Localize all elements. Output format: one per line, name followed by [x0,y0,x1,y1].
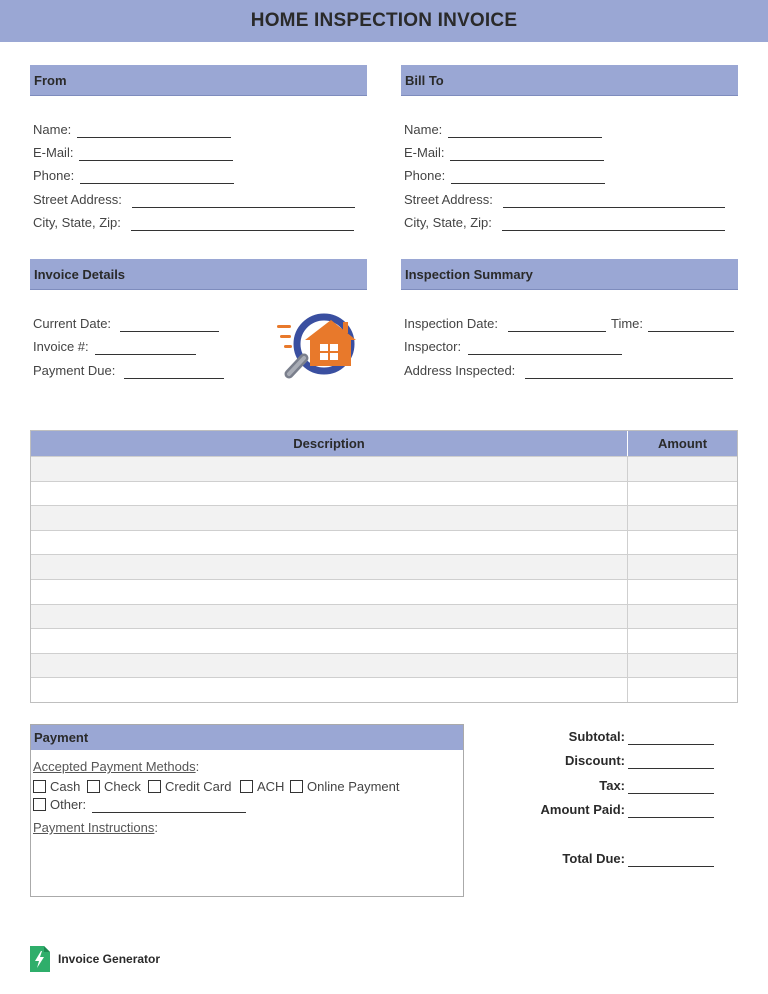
line-items-table [30,430,738,703]
credit-card-label: Credit Card [165,779,232,794]
footer-brand: Invoice Generator [58,952,161,966]
invoice-number-field[interactable] [95,354,196,355]
amount-cell[interactable] [628,678,737,702]
payment-due-field[interactable] [124,378,224,379]
cash-label: Cash [50,779,81,794]
from-street-label: Street Address: [33,192,122,207]
amount-cell[interactable] [628,457,737,481]
description-cell[interactable] [31,531,628,555]
inspector-label: Inspector: [404,339,462,354]
table-row [31,554,737,579]
from-name-label: Name: [33,122,72,137]
table-row [31,530,737,555]
bill-email-label: E-Mail: [404,145,445,160]
cash-checkbox[interactable] [33,780,46,793]
accepted-methods-colon: : [195,759,200,774]
table-row [31,481,737,506]
inspector-field[interactable] [468,354,622,355]
table-row [31,628,737,653]
bill-city-label: City, State, Zip: [404,215,492,230]
discount-field[interactable] [628,768,714,769]
amount-cell[interactable] [628,605,737,629]
payment-due-label: Payment Due: [33,363,116,378]
subtotal-label: Subtotal: [568,729,625,744]
inspection-summary-header: Inspection Summary [401,259,738,290]
payment-instructions-text: Payment Instructions [33,820,155,835]
check-option[interactable] [87,779,141,794]
table-row [31,456,737,481]
table-header-row [31,431,737,456]
footer [30,946,160,972]
description-cell[interactable] [31,457,628,481]
other-label: Other: [50,797,87,812]
check-checkbox[interactable] [87,780,100,793]
payment-instructions-label [33,820,158,835]
bill-to-header: Bill To [401,65,738,96]
description-cell[interactable] [31,555,628,579]
from-street-field[interactable] [132,207,355,208]
description-cell[interactable] [31,605,628,629]
current-date-label: Current Date: [33,316,112,331]
table-row [31,505,737,530]
total-due-field[interactable] [628,866,714,867]
inspection-date-label: Inspection Date: [404,316,498,331]
credit-card-checkbox[interactable] [148,780,161,793]
amount-cell[interactable] [628,482,737,506]
amount-cell[interactable] [628,555,737,579]
amount-cell[interactable] [628,531,737,555]
current-date-field[interactable] [120,331,219,332]
address-inspected-field[interactable] [525,378,733,379]
discount-label: Discount: [565,753,625,768]
from-email-label: E-Mail: [33,145,74,160]
from-name-field[interactable] [77,137,231,138]
from-phone-field[interactable] [80,183,234,184]
bill-street-label: Street Address: [404,192,493,207]
time-label: Time: [611,316,644,331]
tax-field[interactable] [628,793,714,794]
amount-paid-field[interactable] [628,817,714,818]
amount-paid-label: Amount Paid: [540,802,625,817]
address-inspected-label: Address Inspected: [404,363,516,378]
invoice-details-header: Invoice Details [30,259,367,290]
description-cell[interactable] [31,580,628,604]
amount-cell[interactable] [628,654,737,678]
credit-card-option[interactable] [148,779,231,794]
subtotal-field[interactable] [628,744,714,745]
table-row [31,604,737,629]
amount-cell[interactable] [628,506,737,530]
total-due-label: Total Due: [562,851,625,866]
inspection-date-field[interactable] [508,331,606,332]
ach-checkbox[interactable] [240,780,253,793]
title-bar [0,0,768,42]
payment-instructions-colon: : [154,820,159,835]
payment-box [30,724,464,897]
other-checkbox[interactable] [33,798,46,811]
description-cell[interactable] [31,629,628,653]
ach-option[interactable] [240,779,284,794]
time-field[interactable] [648,331,734,332]
from-email-field[interactable] [79,160,233,161]
invoice-number-label: Invoice #: [33,339,89,354]
page-title: HOME INSPECTION INVOICE [250,10,518,31]
bill-email-field[interactable] [450,160,604,161]
house-inspection-logo-icon [274,310,360,382]
from-city-label: City, State, Zip: [33,215,121,230]
description-cell[interactable] [31,482,628,506]
amount-column-header: Amount [657,436,708,451]
tax-label: Tax: [599,778,625,793]
amount-cell[interactable] [628,580,737,604]
description-cell[interactable] [31,678,628,702]
bill-phone-field[interactable] [451,183,605,184]
accepted-methods-label [33,759,199,774]
invoice-generator-logo-icon [30,946,50,972]
table-row [31,677,737,702]
table-row [31,579,737,604]
bill-name-label: Name: [404,122,443,137]
check-label: Check [104,779,141,794]
bill-name-field[interactable] [448,137,602,138]
other-field[interactable] [92,812,246,813]
online-payment-checkbox[interactable] [290,780,303,793]
description-column-header: Description [31,431,628,456]
accepted-methods-text: Accepted Payment Methods [33,759,196,774]
online-payment-label: Online Payment [307,779,400,794]
ach-label: ACH [257,779,285,794]
other-option[interactable] [33,797,86,812]
bill-city-field[interactable] [502,230,725,231]
description-cell[interactable] [31,654,628,678]
description-cell[interactable] [31,506,628,530]
amount-cell[interactable] [628,629,737,653]
from-phone-label: Phone: [33,168,75,183]
cash-option[interactable] [33,779,80,794]
bill-street-field[interactable] [503,207,725,208]
table-row [31,653,737,678]
from-header: From [30,65,367,96]
from-city-field[interactable] [131,230,354,231]
payment-header: Payment [31,725,463,750]
online-payment-option[interactable] [290,779,400,794]
bill-phone-label: Phone: [404,168,446,183]
